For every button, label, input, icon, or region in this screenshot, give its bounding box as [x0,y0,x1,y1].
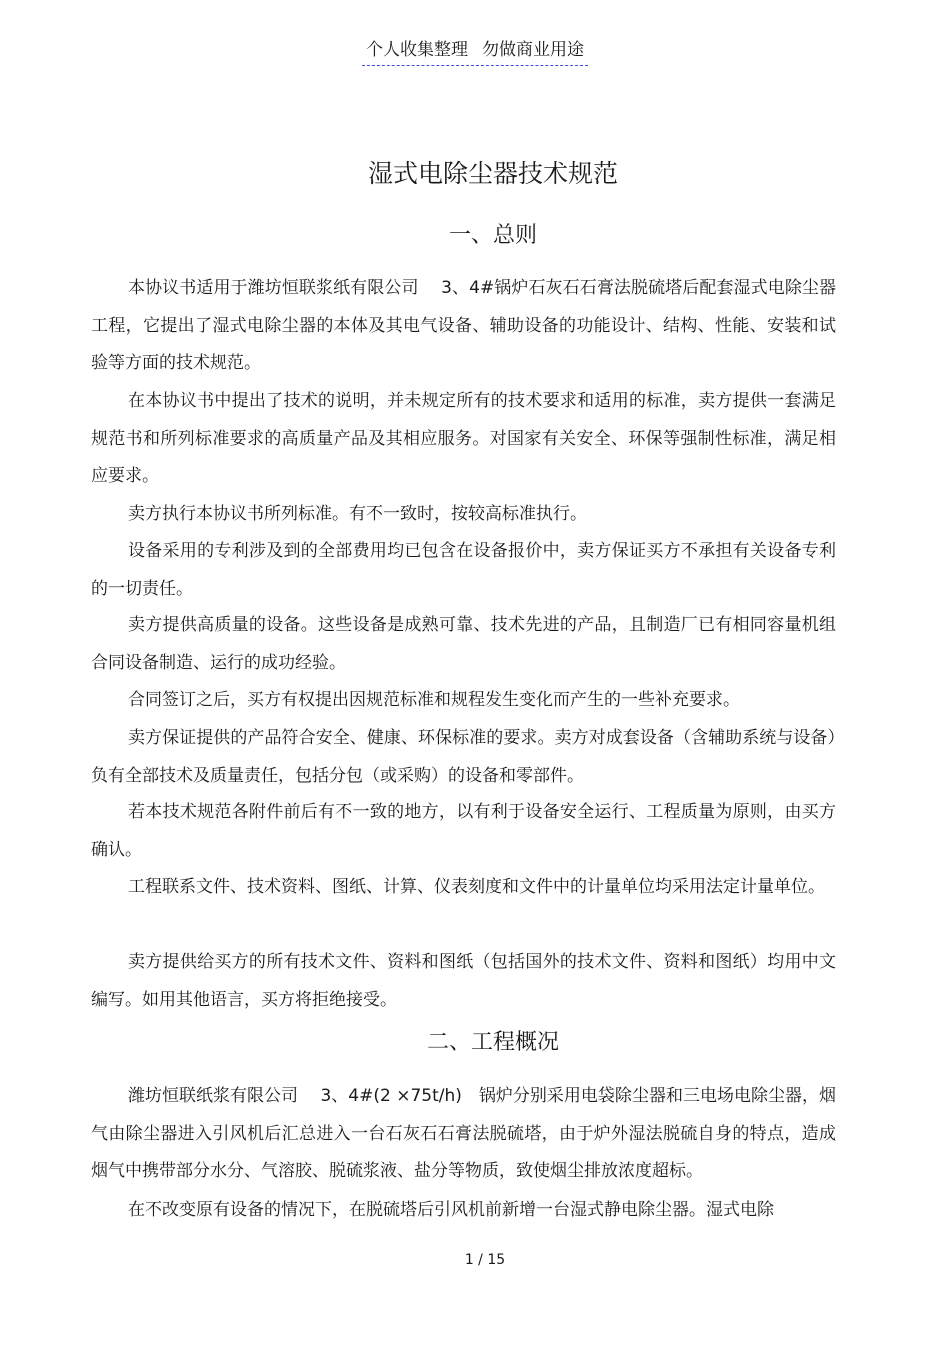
paragraph: 潍坊恒联纸浆有限公司 3、4#(2 ×75t/h) 锅炉分别采用电袋除尘器和三电场电除尘器，烟气由除尘器进入引风机后汇总进入一台石灰石石膏法脱硫塔，由于炉外湿法脱硫自身的特点，造成烟气中携带部分水分、气溶胶、脱硫浆液、盐分等物质，致使烟尘排放浓度超标。 [91,1086,836,1181]
paragraph: 卖方提供高质量的设备。这些设备是成熟可靠、技术先进的产品，且制造厂已有相同容量机组合同设备制造、运行的成功经验。 [91,615,836,673]
paragraph: 在不改变原有设备的情况下，在脱硫塔后引风机前新增一台湿式静电除尘器。湿式电除 [128,1200,774,1220]
paragraph: 本协议书适用于潍坊恒联浆纸有限公司 3、4#锅炉石灰石石膏法脱硫塔后配套湿式电除尘器工程，它提出了湿式电除尘器的本体及其电气设备、辅助设备的功能设计、结构、性能、安装和试验等方面的技术规范。 [91,278,836,373]
paragraph: 设备采用的专利涉及到的全部费用均已包含在设备报价中，卖方保证买方不承担有关设备专利的一切责任。 [91,541,836,599]
header-note-underline [362,38,588,66]
document-title: 湿式电除尘器技术规范 [367,159,618,188]
header-note-right: 勿做商业用途 [482,40,584,60]
paragraph: 卖方提供给买方的所有技术文件、资料和图纸（包括国外的技术文件、资料和图纸）均用中文编写。如用其他语言，买方将拒绝接受。 [91,952,836,1010]
header-note-left: 个人收集整理 [366,40,468,60]
section-heading-general: 一、总则 [448,223,537,248]
paragraph: 卖方执行本协议书所列标准。有不一致时，按较高标准执行。 [128,504,587,524]
section-heading-overview: 二、工程概况 [426,1030,559,1055]
paragraph: 在本协议书中提出了技术的说明，并未规定所有的技术要求和适用的标准，卖方提供一套满足规范书和所列标准要求的高质量产品及其相应服务。对国家有关安全、环保等强制性标准，满足相应要求。 [91,391,836,486]
paragraph: 合同签订之后，买方有权提出因规范标准和规程发生变化而产生的一些补充要求。 [128,690,740,710]
paragraph: 卖方保证提供的产品符合安全、健康、环保标准的要求。卖方对成套设备（含辅助系统与设备）负有全部技术及质量责任，包括分包（或采购）的设备和零部件。 [91,728,836,786]
paragraph: 若本技术规范各附件前后有不一致的地方，以有利于设备安全运行、工程质量为原则，由买方确认。 [91,802,836,860]
page-number: 1 / 15 [464,1252,506,1268]
header-note [0,38,950,66]
paragraph: 工程联系文件、技术资料、图纸、计算、仪表刻度和文件中的计量单位均采用法定计量单位。 [128,877,825,897]
